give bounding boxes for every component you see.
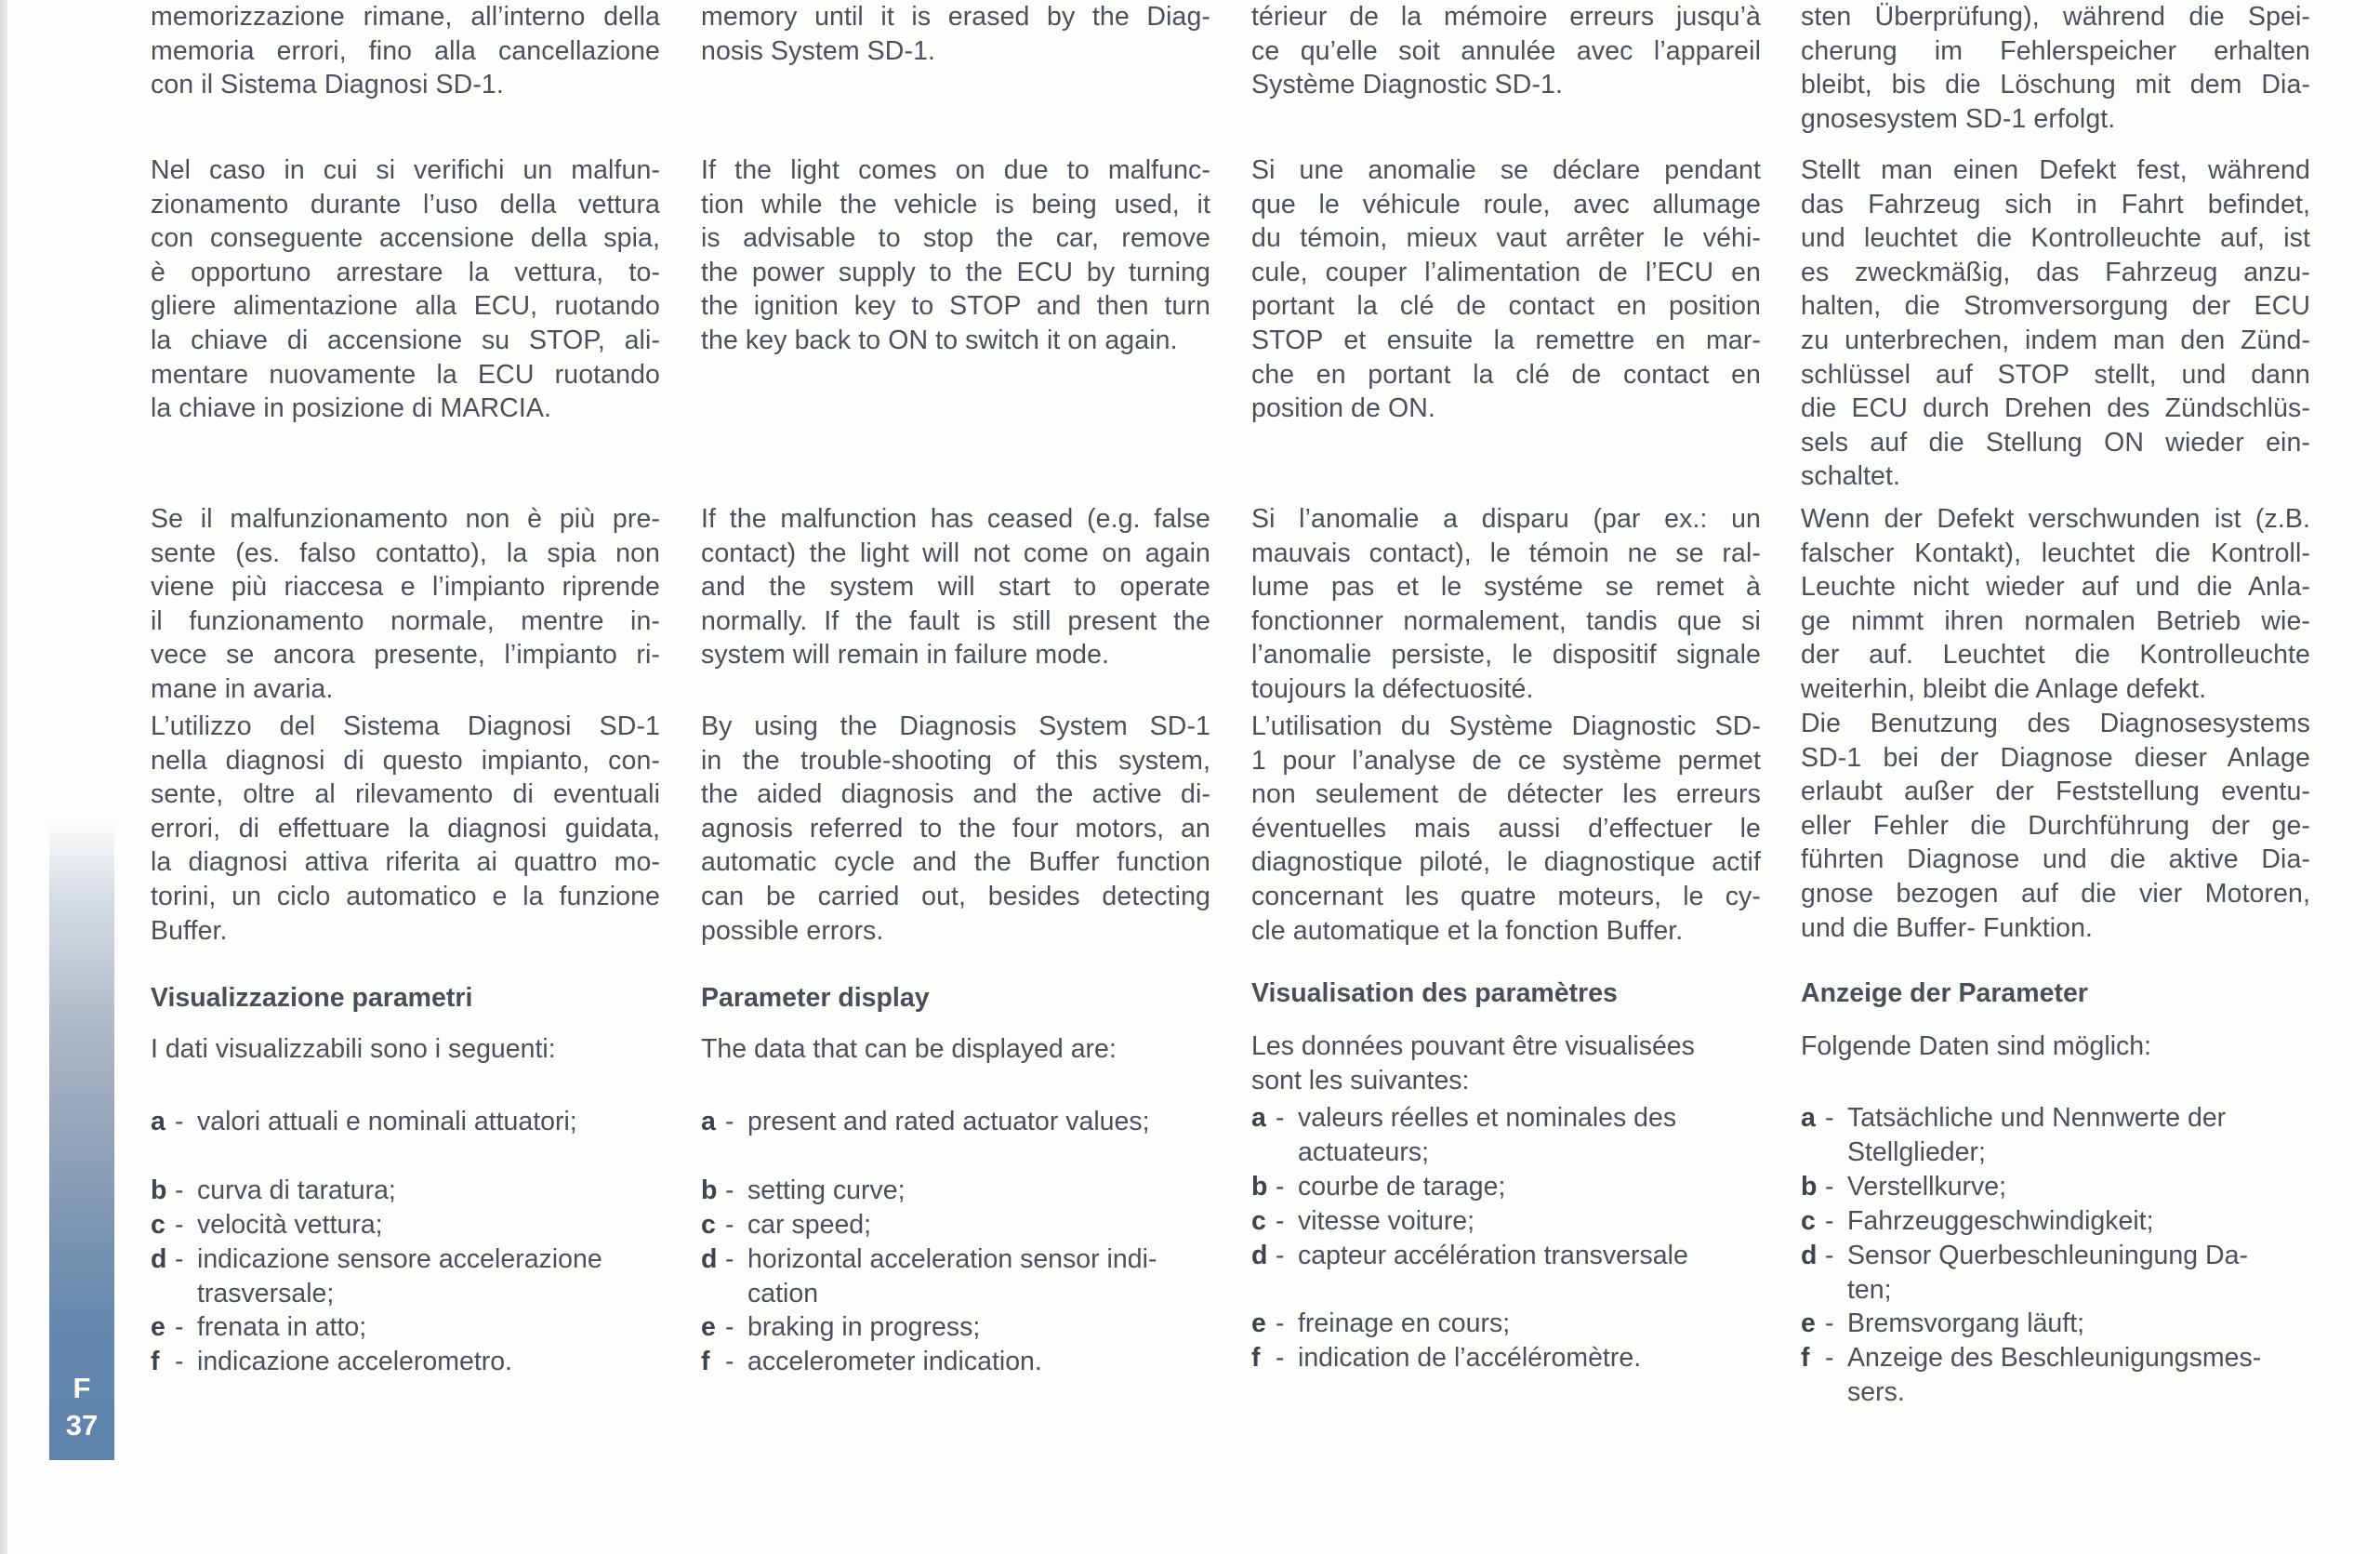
text-line: sten Überprüfung), während die Spei- <box>1801 2 2310 32</box>
parameter-list-item <box>1251 1170 1761 1204</box>
text-line: es zweckmäßig, das Fahrzeug anzu- <box>1801 257 2310 287</box>
text-line: fonctionner normalement, tandis que si <box>1251 605 1761 636</box>
list-dash: - <box>175 1347 184 1376</box>
list-item-text: ten; <box>1847 1274 1892 1305</box>
list-dash: - <box>1276 1241 1285 1270</box>
text-line: By using the Diagnosis System SD-1 <box>701 711 1210 741</box>
text-line: gnosesystem SD-1 erfolgt. <box>1801 103 2116 134</box>
list-dash: - <box>1276 1172 1285 1202</box>
text-line: nella diagnosi di questo impianto, con- <box>151 745 660 776</box>
list-item-text: horizontal acceleration sensor indi- <box>747 1244 1157 1274</box>
text-line: die ECU durch Drehen des Zündschlüs- <box>1801 393 2310 424</box>
text-line: falscher Kontakt), leuchtet die Kontroll- <box>1801 538 2310 568</box>
list-marker: c <box>1251 1206 1266 1236</box>
list-item-text: indication de l’accéléromètre. <box>1298 1343 1642 1373</box>
list-item-text: setting curve; <box>747 1175 906 1205</box>
list-dash: - <box>1825 1172 1834 1202</box>
list-dash: - <box>1825 1241 1834 1270</box>
text-line: schlüssel auf STOP stellt, und dann <box>1801 359 2310 390</box>
list-marker: b <box>701 1175 718 1205</box>
list-dash: - <box>725 1312 734 1342</box>
list-dash: - <box>725 1244 734 1274</box>
text-line: the aided diagnosis and the active di- <box>701 779 1210 810</box>
list-intro: Les données pouvant être visualisées <box>1251 1031 1695 1061</box>
list-dash: - <box>725 1175 734 1205</box>
text-line: Wenn der Defekt verschwunden ist (z.B. <box>1801 504 2310 534</box>
parameter-list-item <box>1801 1239 2310 1307</box>
list-dash: - <box>1825 1206 1834 1236</box>
text-line: toujours la défectuosité. <box>1251 673 1534 704</box>
text-line: que le véhicule roule, avec allumage <box>1251 189 1761 219</box>
text-line: térieur de la mémoire erreurs jusqu’à <box>1251 2 1761 32</box>
text-line: la chiave di accensione su STOP, ali- <box>151 325 660 355</box>
list-marker: e <box>701 1312 716 1342</box>
text-line: il funzionamento normale, mentre in- <box>151 605 660 636</box>
text-line: position de ON. <box>1251 393 1435 424</box>
list-item-text: frenata in atto; <box>197 1312 367 1342</box>
text-line: bleibt, bis die Löschung mit dem Dia- <box>1801 70 2310 100</box>
text-line: weiterhin, bleibt die Anlage defekt. <box>1801 673 2207 704</box>
page-edge-shadow <box>0 0 7 1554</box>
text-line: cle automatique et la fonction Buffer. <box>1251 915 1684 946</box>
text-line: memoria errori, fino alla cancellazione <box>151 35 660 66</box>
text-line: Nel caso in cui si verifichi un malfun- <box>151 155 660 185</box>
list-item-text: capteur accélération transversale <box>1298 1241 1688 1270</box>
parameter-list-item <box>1251 1101 1761 1169</box>
section-heading: Visualisation des paramètres <box>1251 978 1618 1008</box>
list-item-text: Anzeige des Beschleunigungsmes- <box>1847 1343 2262 1373</box>
parameter-list-item <box>151 1174 660 1208</box>
list-dash: - <box>1276 1343 1285 1373</box>
text-line: che en portant la clé de contact en <box>1251 359 1761 390</box>
list-marker: f <box>1251 1343 1261 1373</box>
list-marker: d <box>1801 1241 1818 1270</box>
list-marker: b <box>151 1175 167 1205</box>
list-marker: d <box>151 1244 167 1274</box>
list-item-text: velocità vettura; <box>197 1210 383 1240</box>
list-marker: d <box>701 1244 718 1274</box>
text-line: torini, un ciclo automatico e la funzione <box>151 881 660 911</box>
text-line: gliere alimentazione alla ECU, ruotando <box>151 291 660 322</box>
list-marker: c <box>701 1210 716 1240</box>
text-line: und die Buffer- Funktion. <box>1801 912 2094 943</box>
list-marker: b <box>1251 1172 1268 1202</box>
text-line: und leuchtet die Kontrolleuchte auf, ist <box>1801 223 2310 254</box>
section-heading: Parameter display <box>701 983 930 1013</box>
list-dash: - <box>1276 1206 1285 1236</box>
text-line: ge nimmt ihren normalen Betrieb wie- <box>1801 605 2310 636</box>
text-line: cule, couper l’alimentation de l’ECU en <box>1251 257 1761 287</box>
list-dash: - <box>1825 1343 1834 1373</box>
text-line: portant la clé de contact en position <box>1251 291 1761 322</box>
diagnosis-system-paragraph <box>151 710 660 948</box>
list-item-text: Tatsächliche und Nennwerte der <box>1847 1103 2227 1133</box>
parameter-list-item <box>1801 1341 2310 1409</box>
text-line: STOP et ensuite la remettre en mar- <box>1251 325 1761 355</box>
text-line: das Fahrzeug sich in Fahrt befindet, <box>1801 189 2310 219</box>
list-marker: b <box>1801 1172 1818 1202</box>
text-line: vece se ancora presente, l’impianto ri- <box>151 640 660 671</box>
parameter-list-item <box>1801 1307 2310 1341</box>
list-dash: - <box>1825 1103 1834 1133</box>
list-dash: - <box>725 1347 734 1376</box>
list-marker: e <box>1251 1308 1266 1338</box>
text-line: can be carried out, besides detecting <box>701 881 1210 911</box>
text-line: Leuchte nicht wieder auf und die Anla- <box>1801 572 2310 603</box>
list-item-text: vitesse voiture; <box>1298 1206 1475 1236</box>
text-line: SD-1 bei der Diagnose dieser Anlage <box>1801 742 2310 773</box>
text-line: 1 pour l’analyse de ce système permet <box>1251 745 1761 776</box>
text-line: concernant les quatre moteurs, le cy- <box>1251 881 1761 911</box>
intro-continuation-paragraph <box>151 0 660 102</box>
section-heading: Visualizzazione parametri <box>151 983 473 1013</box>
text-line: system will remain in failure mode. <box>701 640 1110 671</box>
list-intro: Folgende Daten sind möglich: <box>1801 1031 2152 1061</box>
list-item-text: accelerometer indication. <box>747 1347 1042 1376</box>
text-line: and the system will start to operate <box>701 572 1210 603</box>
text-line: If the light comes on due to malfunc- <box>701 155 1210 185</box>
text-line: If the malfunction has ceased (e.g. false <box>701 504 1210 534</box>
text-line: halten, die Stromversorgung der ECU <box>1801 291 2310 322</box>
parameter-list-item <box>151 1345 660 1379</box>
list-item-text: curva di taratura; <box>197 1175 396 1205</box>
intro-continuation-paragraph <box>1251 0 1761 102</box>
text-line: du témoin, mieux vaut arrêter le véhi- <box>1251 223 1761 254</box>
diagnosis-system-paragraph <box>1251 710 1761 948</box>
text-line: tion while the vehicle is being used, it <box>701 189 1210 219</box>
list-intro: sont les suivantes: <box>1251 1065 1470 1096</box>
malfunction-paragraph <box>701 153 1210 358</box>
text-line: mentare nuovamente la ECU ruotando <box>151 359 660 390</box>
text-line: mauvais contact), le témoin ne se ral- <box>1251 538 1761 568</box>
text-line: sels auf die Stellung ON wieder ein- <box>1801 427 2310 458</box>
list-marker: e <box>1801 1308 1816 1338</box>
fault-cleared-paragraph <box>151 502 660 707</box>
text-line: the key back to ON to switch it on again. <box>701 325 1178 355</box>
list-dash: - <box>175 1175 184 1205</box>
text-line: normally. If the fault is still present the <box>701 605 1210 636</box>
page-number: 37 <box>65 1409 99 1441</box>
text-line: Système Diagnostic SD-1. <box>1251 70 1564 100</box>
parameter-list-item <box>1801 1204 2310 1239</box>
text-line: diagnostique piloté, le diagnostique actif <box>1251 847 1761 878</box>
text-line: lume pas et le systéme se remet à <box>1251 572 1761 603</box>
text-line: con il Sistema Diagnosi SD-1. <box>151 70 504 100</box>
list-marker: f <box>151 1347 160 1376</box>
section-tab <box>49 818 114 1460</box>
list-marker: a <box>151 1107 165 1136</box>
list-item-text: cation <box>747 1278 819 1308</box>
list-dash: - <box>1825 1308 1834 1338</box>
list-dash: - <box>725 1210 734 1240</box>
text-line: eller Fehler die Durchführung der ge- <box>1801 810 2310 841</box>
text-line: possible errors. <box>701 915 884 946</box>
list-dash: - <box>1276 1308 1285 1338</box>
parameter-list-item <box>1251 1239 1761 1273</box>
parameter-list-item <box>151 1105 660 1139</box>
parameter-list-item <box>701 1105 1210 1139</box>
list-item-text: trasversale; <box>197 1278 335 1308</box>
list-item-text: Sensor Querbeschleuningung Da- <box>1847 1241 2248 1270</box>
text-line: gnose bezogen auf die vier Motoren, <box>1801 878 2310 909</box>
intro-continuation-paragraph <box>1801 0 2310 136</box>
text-line: éventuelles mais aussi d’effectuer le <box>1251 813 1761 843</box>
text-line: is advisable to stop the car, remove <box>701 223 1210 254</box>
text-line: zionamento durante l’uso della vettura <box>151 189 660 219</box>
text-line: la diagnosi attiva riferita ai quattro mo- <box>151 847 660 878</box>
malfunction-paragraph <box>1251 153 1761 426</box>
parameter-list-item <box>701 1345 1210 1379</box>
text-line: viene più riaccesa e l’impianto riprende <box>151 572 660 603</box>
text-line: in the trouble-shooting of this system, <box>701 745 1210 776</box>
text-line: the power supply to the ECU by turning <box>701 257 1210 287</box>
fault-cleared-paragraph <box>1801 502 2310 707</box>
text-line: Se il malfunzionamento non è più pre- <box>151 504 660 534</box>
text-line: Die Benutzung des Diagnosesystems <box>1801 709 2310 738</box>
list-item-text: courbe de tarage; <box>1298 1172 1506 1202</box>
list-item-text: freinage en cours; <box>1298 1308 1511 1338</box>
list-dash: - <box>175 1107 184 1136</box>
list-item-text: Verstellkurve; <box>1847 1172 2007 1202</box>
text-line: automatic cycle and the Buffer function <box>701 847 1210 878</box>
list-dash: - <box>175 1210 184 1240</box>
text-line: Buffer. <box>151 915 228 946</box>
text-line: ce qu’elle soit annulée avec l’appareil <box>1251 35 1761 66</box>
text-line: memory until it is erased by the Diag- <box>701 2 1210 32</box>
parameter-list-item <box>1251 1204 1761 1239</box>
list-marker: a <box>701 1107 716 1136</box>
parameter-list-item <box>701 1174 1210 1208</box>
list-marker: a <box>1251 1103 1266 1133</box>
text-line: L’utilisation du Système Diagnostic SD- <box>1251 711 1761 741</box>
text-line: mane in avaria. <box>151 673 334 704</box>
parameter-list-item <box>1801 1101 2310 1169</box>
text-line: Stellt man einen Defekt fest, während <box>1801 155 2310 185</box>
list-marker: e <box>151 1312 165 1342</box>
fault-cleared-paragraph <box>1251 502 1761 707</box>
list-marker: a <box>1801 1103 1816 1133</box>
list-marker: c <box>151 1210 165 1240</box>
list-item-text: valori attuali e nominali attuatori; <box>197 1107 577 1136</box>
text-line: the ignition key to STOP and then turn <box>701 291 1210 322</box>
text-line: führten Diagnose und die aktive Dia- <box>1801 844 2310 875</box>
text-line: memorizzazione rimane, all’interno della <box>151 2 660 32</box>
list-intro: I dati visualizzabili sono i seguenti: <box>151 1034 556 1064</box>
parameter-list-item <box>151 1208 660 1242</box>
text-line: è opportuno arrestare la vettura, to- <box>151 257 660 287</box>
list-item-text: present and rated actuator values; <box>747 1107 1150 1136</box>
list-marker: c <box>1801 1206 1816 1236</box>
text-line: non seulement de détecter les erreurs <box>1251 779 1761 810</box>
text-line: errori, di effettuare la diagnosi guidata, <box>151 813 660 843</box>
diagnosis-system-paragraph <box>1801 707 2310 945</box>
list-marker: f <box>701 1347 710 1376</box>
diagnosis-system-paragraph <box>701 710 1210 948</box>
list-item-text: sers. <box>1847 1376 1905 1407</box>
section-heading: Anzeige der Parameter <box>1801 978 2088 1008</box>
parameter-list-item <box>701 1242 1210 1310</box>
text-line: zu unterbrechen, indem man den Zünd- <box>1801 325 2310 355</box>
text-line: agnosis referred to the four motors, an <box>701 813 1210 843</box>
list-item-text: Bremsvorgang läuft; <box>1847 1308 2085 1338</box>
list-marker: f <box>1801 1343 1810 1373</box>
list-item-text: Stellglieder; <box>1847 1136 1986 1167</box>
parameter-list-item <box>1801 1170 2310 1204</box>
text-line: erlaubt außer der Feststellung eventu- <box>1801 777 2310 807</box>
text-line: sente (es. falso contatto), la spia non <box>151 538 660 568</box>
intro-continuation-paragraph <box>701 0 1210 68</box>
parameter-list-item <box>151 1310 660 1345</box>
text-line: schaltet. <box>1801 461 1901 492</box>
list-dash: - <box>175 1312 184 1342</box>
text-line: Si une anomalie se déclare pendant <box>1251 155 1761 185</box>
list-dash: - <box>725 1107 734 1136</box>
text-line: Si l’anomalie a disparu (par ex.: un <box>1251 504 1761 534</box>
list-item-text: car speed; <box>747 1210 872 1240</box>
text-line: cherung im Fehlerspeicher erhalten <box>1801 35 2310 66</box>
parameter-list-item <box>1251 1307 1761 1341</box>
text-line: con conseguente accensione della spia, <box>151 223 660 254</box>
list-item-text: indicazione sensore accelerazione <box>197 1244 602 1274</box>
list-dash: - <box>175 1244 184 1274</box>
parameter-list-item <box>701 1310 1210 1345</box>
list-item-text: braking in progress; <box>747 1312 981 1342</box>
text-line: la chiave in posizione di MARCIA. <box>151 393 551 424</box>
malfunction-paragraph <box>151 153 660 426</box>
text-line: l’anomalie persiste, le dispositif signale <box>1251 640 1761 671</box>
list-item-text: indicazione accelerometro. <box>197 1347 513 1376</box>
list-dash: - <box>1276 1103 1285 1133</box>
text-line: contact) the light will not come on again <box>701 538 1210 568</box>
fault-cleared-paragraph <box>701 502 1210 672</box>
section-letter: F <box>73 1372 91 1404</box>
parameter-list-item <box>701 1208 1210 1242</box>
text-line: der auf. Leuchtet die Kontrolleuchte <box>1801 640 2310 671</box>
text-line: nosis System SD-1. <box>701 35 936 66</box>
list-intro: The data that can be displayed are: <box>701 1034 1117 1064</box>
list-item-text: actuateurs; <box>1298 1136 1429 1167</box>
parameter-list-item <box>151 1242 660 1310</box>
list-marker: d <box>1251 1241 1268 1270</box>
list-item-text: valeurs réelles et nominales des <box>1298 1103 1677 1133</box>
malfunction-paragraph <box>1801 153 2310 494</box>
text-line: sente, oltre al rilevamento di eventuali <box>151 779 660 810</box>
parameter-list-item <box>1251 1341 1761 1375</box>
text-line: L’utilizzo del Sistema Diagnosi SD-1 <box>151 711 660 741</box>
list-item-text: Fahrzeuggeschwindigkeit; <box>1847 1206 2154 1236</box>
